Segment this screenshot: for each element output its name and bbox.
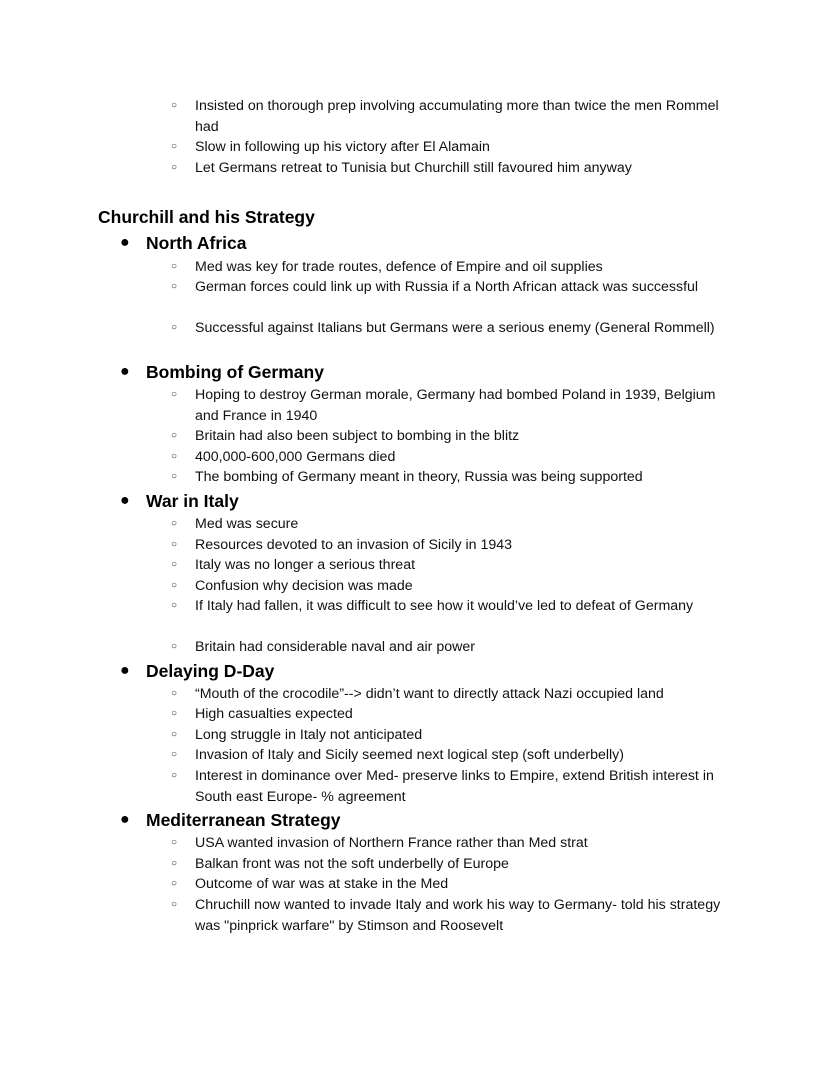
hollow-bullet-icon: ○ — [171, 100, 178, 111]
topic-heading: ● Mediterranean Strategy — [120, 810, 341, 830]
hollow-bullet-icon: ○ — [171, 539, 178, 550]
hollow-bullet-icon: ○ — [171, 559, 178, 570]
list-item: ○ Britain had also been subject to bombing in the blitz — [195, 426, 725, 447]
hollow-bullet-icon: ○ — [171, 580, 178, 591]
list-item: ○ Britain had considerable naval and air power — [195, 637, 725, 658]
list-item: ○ Insisted on thorough prep involving accumulating more than twice the men Rommel had — [171, 98, 719, 135]
list-item: ○ Resources devoted to an invasion of Sicily in 1943 — [195, 535, 725, 556]
hollow-bullet-icon: ○ — [171, 281, 178, 292]
hollow-bullet-icon: ○ — [171, 430, 178, 441]
list-item: ○ Long struggle in Italy not anticipated — [195, 725, 725, 746]
list-item: ○ Let Germans retreat to Tunisia but Churchill still favoured him anyway — [195, 158, 725, 179]
list-item: ○ USA wanted invasion of Northern France rather than Med strat — [195, 833, 725, 854]
section-heading: Churchill and his Strategy — [98, 207, 315, 227]
hollow-bullet-icon: ○ — [171, 858, 178, 869]
list-item: ○ Interest in dominance over Med- preserve links to Empire, extend British interest in South east Europe- % agreement — [171, 768, 714, 805]
hollow-bullet-icon: ○ — [171, 600, 178, 611]
hollow-bullet-icon: ○ — [171, 729, 178, 740]
topic-heading: ● North Africa — [120, 233, 247, 253]
hollow-bullet-icon: ○ — [171, 708, 178, 719]
hollow-bullet-icon: ○ — [171, 162, 178, 173]
hollow-bullet-icon: ○ — [171, 471, 178, 482]
list-item: ○ 400,000-600,000 Germans died — [195, 447, 725, 468]
hollow-bullet-icon: ○ — [171, 899, 178, 910]
hollow-bullet-icon: ○ — [171, 770, 178, 781]
list-item: ○ Med was secure — [195, 514, 725, 535]
filled-bullet-icon: ● — [120, 234, 130, 251]
topic-heading: ● War in Italy — [120, 491, 239, 511]
list-item: ○ Balkan front was not the soft underbelly of Europe — [195, 854, 725, 875]
list-item: ○ Successful against Italians but Germans were a serious enemy (General Rommell) — [195, 318, 725, 339]
list-item: ○ Outcome of war was at stake in the Med — [195, 874, 725, 895]
hollow-bullet-icon: ○ — [171, 878, 178, 889]
filled-bullet-icon: ● — [120, 363, 130, 380]
filled-bullet-icon: ● — [120, 662, 130, 679]
hollow-bullet-icon: ○ — [171, 688, 178, 699]
list-item: ○ Slow in following up his victory after El Alamain — [195, 137, 725, 158]
filled-bullet-icon: ● — [120, 492, 130, 509]
list-item: ○ Med was key for trade routes, defence of Empire and oil supplies — [195, 257, 725, 278]
list-item: ○ “Mouth of the crocodile”--> didn’t want to directly attack Nazi occupied land — [195, 684, 725, 705]
topic-heading: ● Bombing of Germany — [120, 362, 324, 382]
list-item: ○ The bombing of Germany meant in theory, Russia was being supported — [195, 467, 725, 488]
list-item: ○ If Italy had fallen, it was difficult to see how it would’ve led to defeat of Germany — [195, 596, 725, 617]
hollow-bullet-icon: ○ — [171, 451, 178, 462]
list-item: ○ German forces could link up with Russia if a North African attack was successful — [195, 277, 725, 298]
list-item: ○ Chruchill now wanted to invade Italy and work his way to Germany- told his strategy was "pinprick warfare" by Stimson and Roosevelt — [171, 897, 721, 934]
hollow-bullet-icon: ○ — [171, 518, 178, 529]
list-item: ○ Invasion of Italy and Sicily seemed next logical step (soft underbelly) — [195, 745, 725, 766]
topic-heading: ● Delaying D-Day — [120, 661, 275, 681]
hollow-bullet-icon: ○ — [171, 389, 178, 400]
hollow-bullet-icon: ○ — [171, 641, 178, 652]
hollow-bullet-icon: ○ — [171, 837, 178, 848]
list-item: ○ High casualties expected — [195, 704, 725, 725]
hollow-bullet-icon: ○ — [171, 261, 178, 272]
filled-bullet-icon: ● — [120, 811, 130, 828]
list-item: ○ Hoping to destroy German morale, Germany had bombed Poland in 1939, Belgium and France in 1940 — [171, 387, 716, 424]
list-item: ○ Confusion why decision was made — [195, 576, 725, 597]
hollow-bullet-icon: ○ — [171, 141, 178, 152]
list-item: ○ Italy was no longer a serious threat — [195, 555, 725, 576]
hollow-bullet-icon: ○ — [171, 322, 178, 333]
hollow-bullet-icon: ○ — [171, 749, 178, 760]
